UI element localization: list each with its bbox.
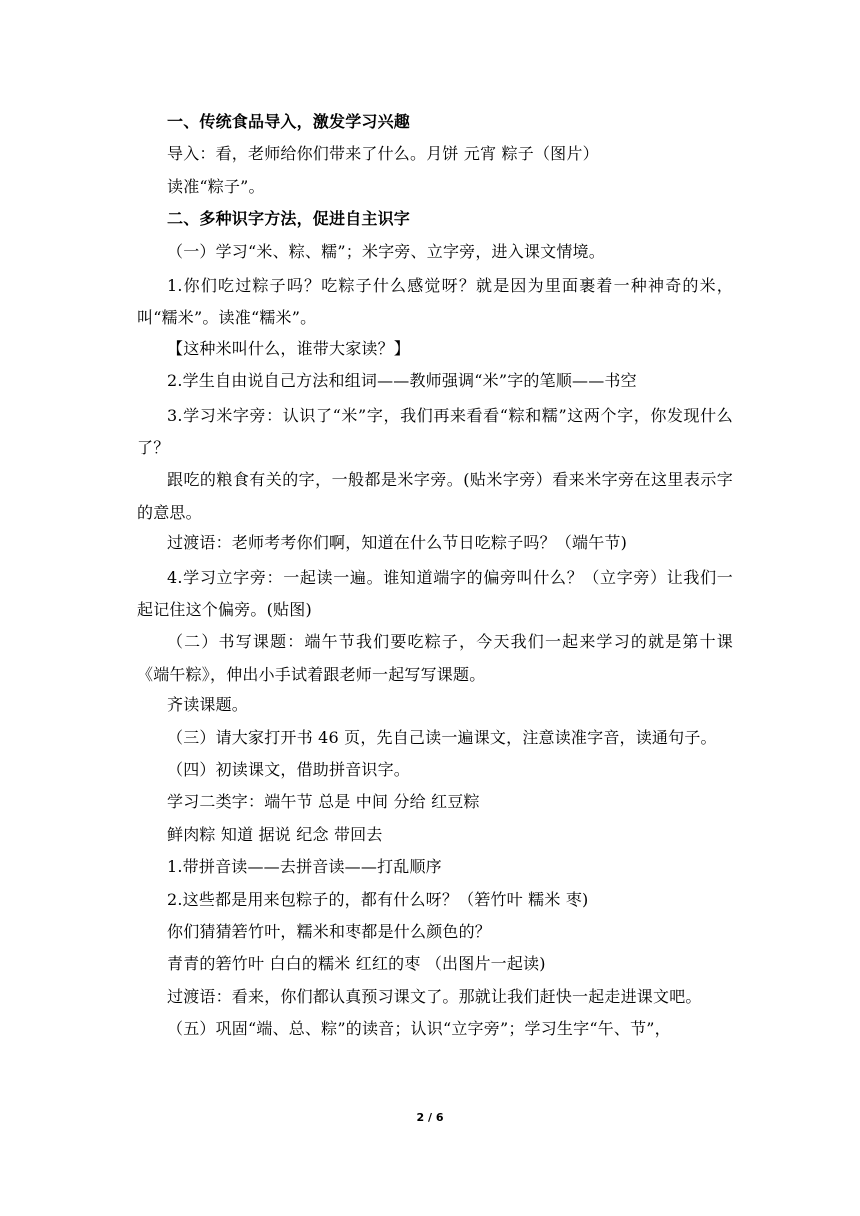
paragraph-sub-4: （四）初读课文，借助拼音识字。 [167,759,411,779]
paragraph-item-3: 3.学习米字旁：认识了“米”字，我们再来看看“粽和糯”这两个字，你发现什么了？ [137,405,733,457]
paragraph-word-list-1: 学习二类字：端午节 总是 中间 分给 红豆粽 [167,792,480,812]
paragraph-read-title: 齐读课题。 [167,695,249,715]
paragraph-colors-answer: 青青的箬竹叶 白白的糯米 红红的枣 （出图片一起读) [167,954,546,974]
paragraph-word-list-2: 鲜肉粽 知道 据说 纪念 带回去 [167,824,383,844]
paragraph-reading-steps: 1.带拼音读——去拼音读——打乱顺序 [167,857,442,877]
paragraph-sub-1: （一）学习“米、粽、糯”；米字旁、立字旁，进入课文情境。 [167,241,605,261]
paragraph-item-1: 1.你们吃过粽子吗？吃粽子什么感觉呀？就是因为里面裹着一种神奇的米，叫“糯米”。读准“糯米”。 [137,275,733,328]
document-body [137,108,733,1047]
paragraph-colors-question: 你们猜猜箬竹叶，糯米和枣都是什么颜色的？ [167,921,492,941]
paragraph-intro: 导入：看，老师给你们带来了什么。月饼 元宵 粽子（图片） [167,144,599,164]
paragraph-item-4: 4.学习立字旁：一起读一遍。谁知道端字的偏旁叫什么？（立字旁）让我们一起记住这个偏旁。(贴图) [137,567,733,619]
paragraph-transition-2: 过渡语：看来，你们都认真预习课文了。那就让我们赶快一起走进课文吧。 [167,986,702,1006]
paragraph-item-2: 2.学生自由说自己方法和组词——教师强调“米”字的笔顺——书空 [167,371,637,391]
paragraph-sub-3: （三）请大家打开书 46 页，先自己读一遍课文，注意读准字音，读通句子。 [167,727,717,747]
paragraph-rice-radical: 跟吃的粮食有关的字，一般都是米字旁。(贴米字旁）看来米字旁在这里表示字的意思。 [137,470,733,522]
paragraph-question: 【这种米叫什么，谁带大家读？】 [167,338,411,358]
paragraph-transition-1: 过渡语：老师考考你们啊，知道在什么节日吃粽子吗？（端午节) [167,533,628,553]
section-heading-1: 一、传统食品导入，激发学习兴趣 [167,112,411,131]
page-number: 2 / 6 [416,1111,444,1124]
paragraph-sub-2: （二）书写课题：端午节我们要吃粽子，今天我们一起来学习的就是第十课《端午粽》，伸出小手试着跟老师一起写写课题。 [137,632,733,684]
paragraph-sub-5: （五）巩固“端、总、粽”的读音；认识“立字旁”；学习生字“午、节”， [167,1019,671,1039]
section-heading-2: 二、多种识字方法，促进自主识字 [167,209,411,229]
paragraph-ingredients: 2.这些都是用来包粽子的，都有什么呀？（箬竹叶 糯米 枣) [167,889,589,909]
paragraph-read-zongzi: 读准“粽子”。 [167,176,265,196]
